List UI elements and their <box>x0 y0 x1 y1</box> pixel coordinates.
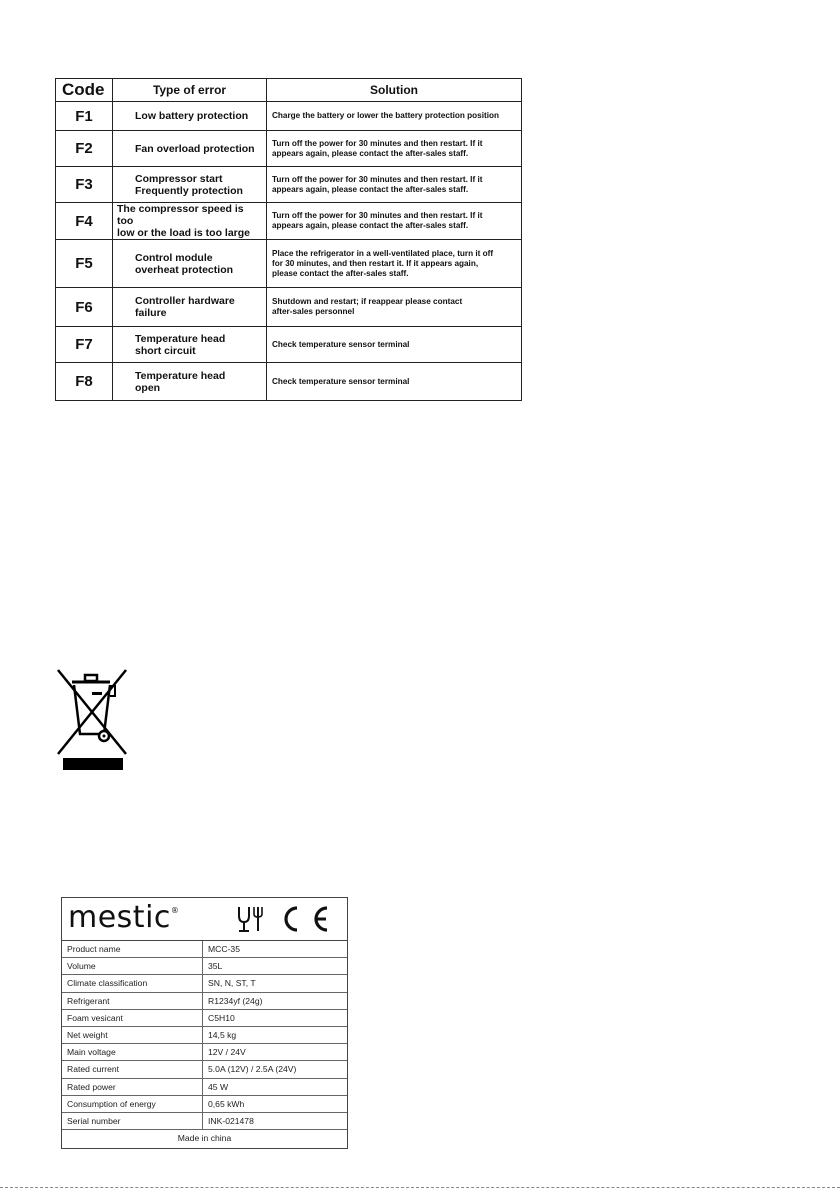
spec-label: Climate classification <box>62 975 203 992</box>
food-safe-icon <box>239 907 262 931</box>
spec-label: Refrigerant <box>62 992 203 1009</box>
error-type: Low battery protection <box>113 102 267 131</box>
error-type: Temperature head short circuit <box>113 327 267 363</box>
spec-label: Rated power <box>62 1078 203 1095</box>
error-type: Temperature head open <box>113 363 267 401</box>
error-solution: Shutdown and restart; if reappear please contact after-sales personnel <box>267 288 522 327</box>
spec-label: Main voltage <box>62 1044 203 1061</box>
spec-value: 5.0A (12V) / 2.5A (24V) <box>203 1061 348 1078</box>
crossed-out-wheelie-bin-icon <box>52 668 132 772</box>
error-code-table <box>55 78 522 401</box>
header-solution: Solution <box>267 79 522 102</box>
ce-mark-icon <box>286 908 327 930</box>
made-in-label: Made in china <box>177 1133 232 1144</box>
error-code: F8 <box>56 363 113 401</box>
error-solution: Check temperature sensor terminal <box>267 327 522 363</box>
rating-label-header <box>62 898 347 941</box>
table-row <box>56 167 522 203</box>
brand-logo: mestic® <box>68 900 180 935</box>
spec-value: MCC-35 <box>203 941 348 958</box>
table-row <box>56 363 522 401</box>
spec-value: 35L <box>203 958 348 975</box>
weee-bar-icon <box>63 758 123 770</box>
error-solution: Check temperature sensor terminal <box>267 363 522 401</box>
error-code: F5 <box>56 240 113 288</box>
page-trim-line <box>0 1187 840 1188</box>
header-type: Type of error <box>113 79 267 102</box>
spec-value: 45 W <box>203 1078 348 1095</box>
spec-label: Net weight <box>62 1026 203 1043</box>
table-row <box>56 327 522 363</box>
error-code: F6 <box>56 288 113 327</box>
error-code: F7 <box>56 327 113 363</box>
error-solution: Charge the battery or lower the battery protection position <box>267 102 522 131</box>
table-row <box>62 1044 347 1061</box>
spec-value: C5H10 <box>203 1009 348 1026</box>
error-type: Fan overload protection <box>113 131 267 167</box>
spec-value: 12V / 24V <box>203 1044 348 1061</box>
table-row <box>62 975 347 992</box>
spec-value: 14,5 kg <box>203 1026 348 1043</box>
table-row <box>62 958 347 975</box>
spec-label: Product name <box>62 941 203 958</box>
header-code: Code <box>56 79 113 102</box>
error-solution: Turn off the power for 30 minutes and then restart. If it appears again, please contact the after-sales staff. <box>267 167 522 203</box>
spec-label: Consumption of energy <box>62 1095 203 1112</box>
table-row <box>62 1095 347 1112</box>
table-row <box>62 1061 347 1078</box>
table-row <box>56 288 522 327</box>
spec-value: SN, N, ST, T <box>203 975 348 992</box>
error-type: Control module overheat protection <box>113 240 267 288</box>
error-type: Compressor start Frequently protection <box>113 167 267 203</box>
error-code-table-section <box>55 78 521 401</box>
specification-table <box>62 941 347 1130</box>
error-type: Controller hardware failure <box>113 288 267 327</box>
table-row <box>62 992 347 1009</box>
table-row <box>62 1026 347 1043</box>
error-code: F1 <box>56 102 113 131</box>
table-row <box>62 1009 347 1026</box>
error-solution: Turn off the power for 30 minutes and then restart. If it appears again, please contact the after-sales staff. <box>267 203 522 240</box>
certification-marks <box>229 904 339 934</box>
error-type: The compressor speed is too low or the load is too large <box>113 203 267 240</box>
error-solution: Turn off the power for 30 minutes and then restart. If it appears again, please contact the after-sales staff. <box>267 131 522 167</box>
table-row <box>56 102 522 131</box>
error-code: F2 <box>56 131 113 167</box>
spec-value: 0,65 kWh <box>203 1095 348 1112</box>
spec-label: Rated current <box>62 1061 203 1078</box>
table-row <box>56 240 522 288</box>
table-row <box>62 941 347 958</box>
spec-value: INK-021478 <box>203 1112 348 1129</box>
table-row <box>62 1078 347 1095</box>
table-row <box>62 1112 347 1129</box>
table-row <box>56 203 522 240</box>
spec-label: Volume <box>62 958 203 975</box>
error-solution: Place the refrigerator in a well-ventilated place, turn it off for 30 minutes, and then restart it. If it appears again, please contact the after-sales staff. <box>267 240 522 288</box>
error-code: F4 <box>56 203 113 240</box>
spec-value: R1234yf (24g) <box>203 992 348 1009</box>
error-code: F3 <box>56 167 113 203</box>
spec-label: Serial number <box>62 1112 203 1129</box>
spec-label: Foam vesicant <box>62 1009 203 1026</box>
rating-label <box>61 897 348 1149</box>
table-row <box>56 131 522 167</box>
